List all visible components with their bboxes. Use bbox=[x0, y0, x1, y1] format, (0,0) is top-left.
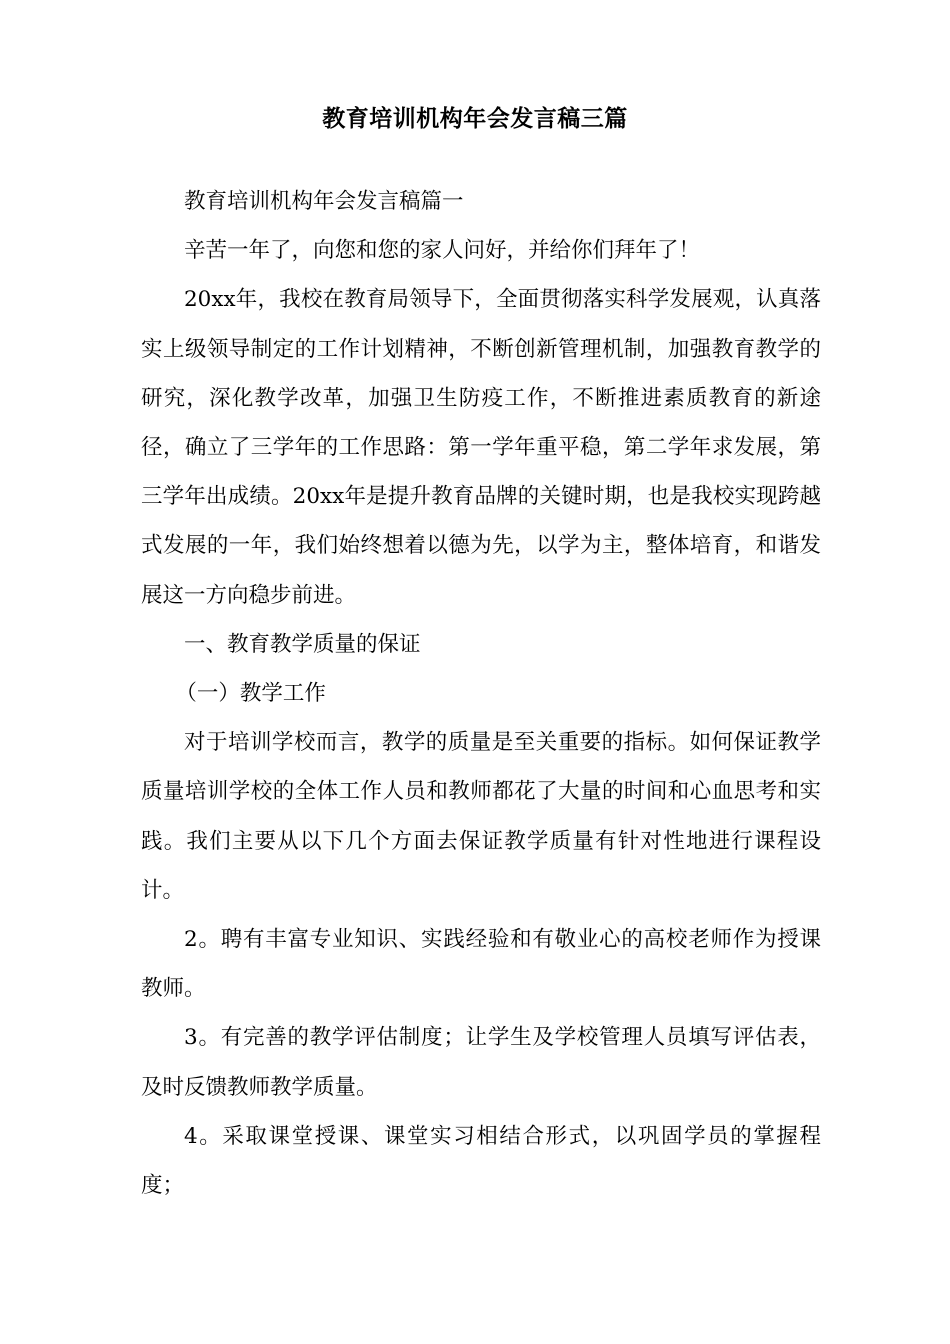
list-item: 2。聘有丰富专业知识、实践经验和有敬业心的高校老师作为授课教师。 bbox=[141, 927, 821, 1002]
list-item: 3。有完善的教学评估制度；让学生及学校管理人员填写评估表，及时反馈教师教学质量。 bbox=[141, 1025, 821, 1100]
list-item: 4。采取课堂授课、课堂实习相结合形式，以巩固学员的掌握程度； bbox=[141, 1123, 821, 1199]
paragraph: 对于培训学校而言，教学的质量是至关重要的指标。如何保证教学质量培训学校的全体工作人员和教师都花了大量的时间和心血思考和实践。我们主要从以下几个方面去保证教学质量有针对性地进行课程设计。 bbox=[141, 730, 821, 903]
paragraph: 20xx年，我校在教育局领导下，全面贯彻落实科学发展观，认真落实上级领导制定的工作计划精神，不断创新管理机制，加强教育教学的研究，深化教学改革，加强卫生防疫工作，不断推进素质教育的新途径，确立了三学年的工作思路：第一学年重平稳，第二学年求发展，第三学年出成绩。20xx年是提升教育品牌的关键时期，也是我校实现跨越式发展的一年，我们始终想着以德为先，以学为主，整体培育，和谐发展这一方向稳步前进。 bbox=[141, 287, 821, 608]
subsection-heading: （一）教学工作 bbox=[175, 681, 326, 707]
section-heading: 教育培训机构年会发言稿篇一 bbox=[184, 189, 464, 214]
section-heading: 一、教育教学质量的保证 bbox=[184, 631, 421, 657]
paragraph: 辛苦一年了，向您和您的家人问好，并给你们拜年了！ bbox=[184, 238, 701, 264]
document-body bbox=[141, 177, 821, 1210]
document-title: 教育培训机构年会发言稿三篇 bbox=[322, 105, 628, 132]
